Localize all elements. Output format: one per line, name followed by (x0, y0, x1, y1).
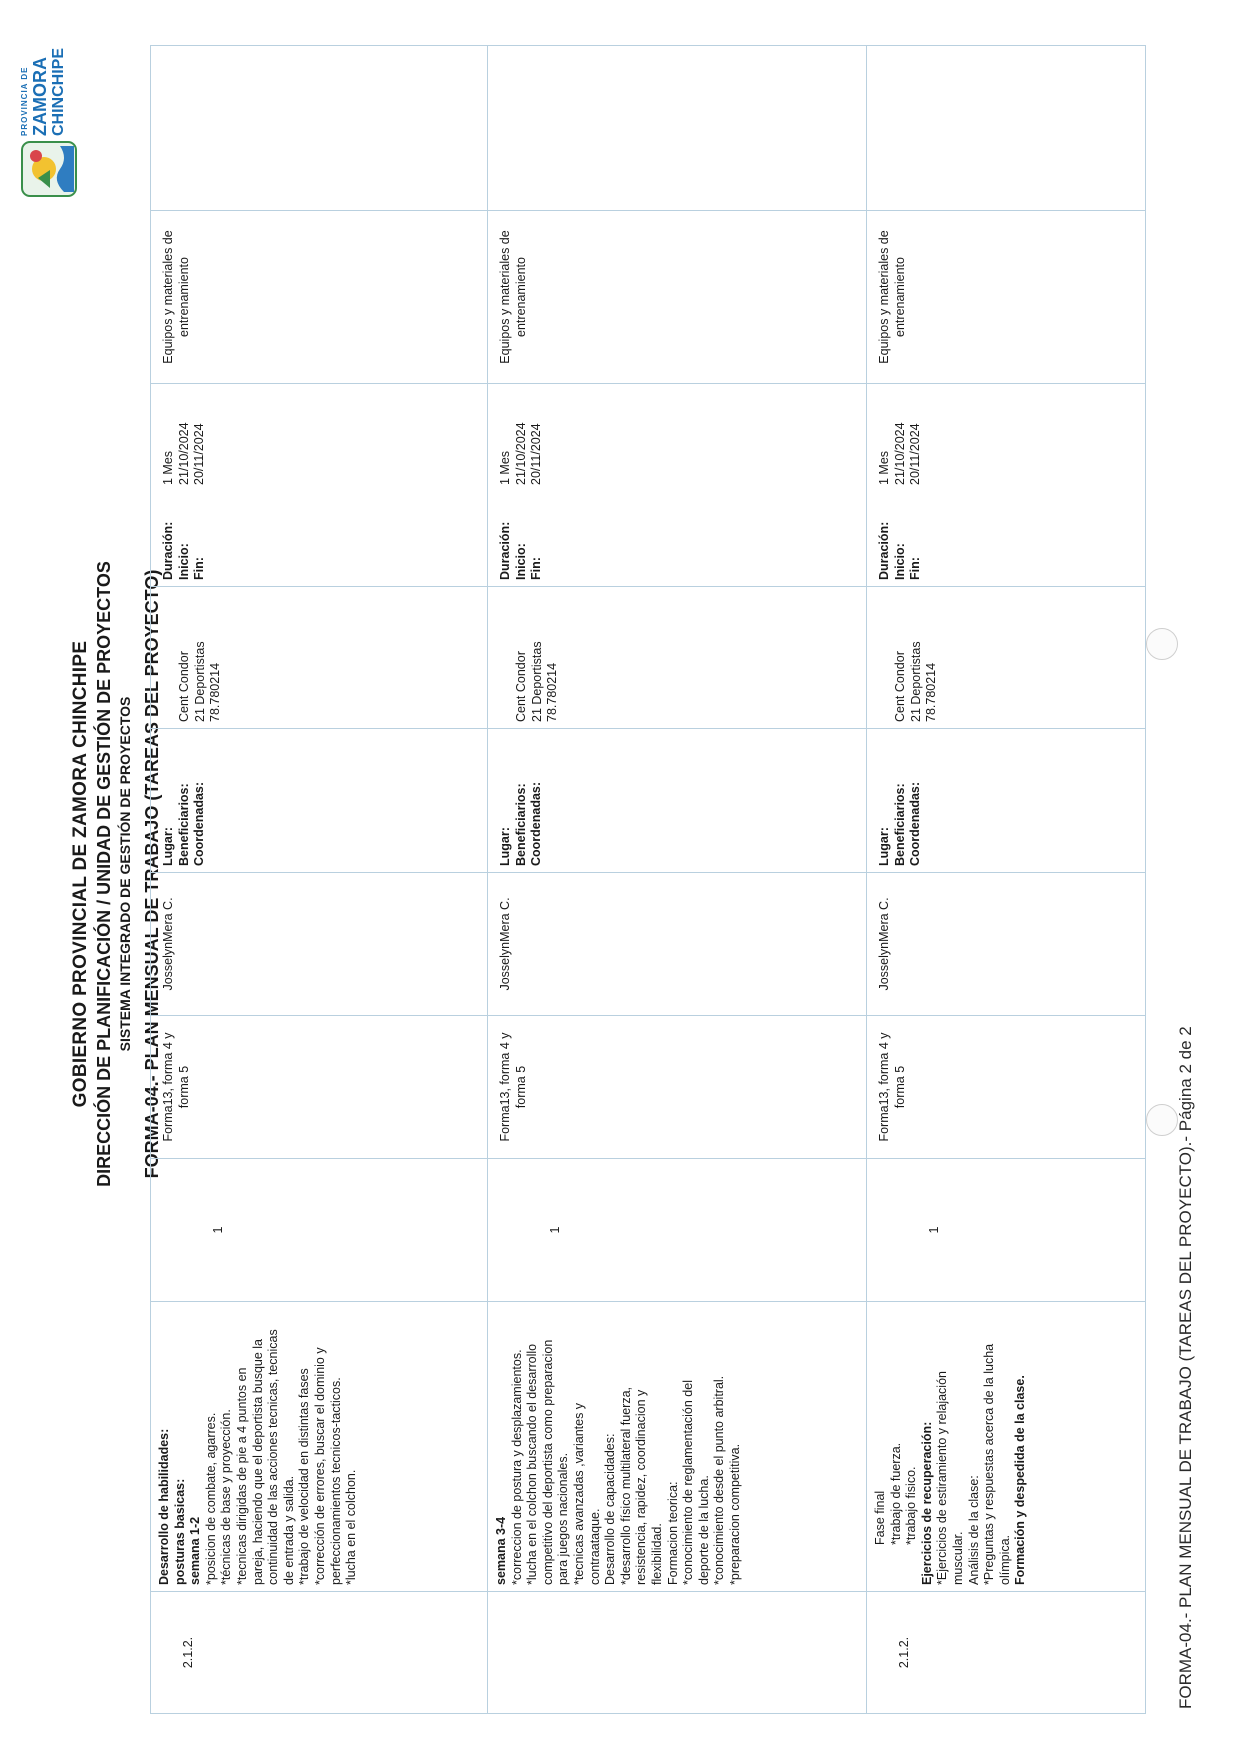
coordinates-number: 78.780214 (208, 662, 223, 722)
fin-label: Fin: (529, 557, 544, 580)
system-title: SISTEMA INTEGRADO DE GESTIÓN DE PROYECTOS (117, 696, 133, 1052)
description-line: *técnicas de base y proyección. (219, 1409, 234, 1585)
resources-cell: Equipos y materiales de entrenamiento (151, 211, 488, 384)
description-line: perfeccionamientos tecnicos-tacticos. (328, 1377, 343, 1585)
logo-text-province: PROVINCIA DE (20, 66, 29, 136)
beneficiarios-label: Beneficiarios: (176, 783, 191, 866)
activity-code: 2.1.2. (151, 1592, 488, 1714)
description-line: *conocimiento desde el punto arbitral. (712, 1375, 727, 1585)
page-footer: FORMA-04.- PLAN MENSUAL DE TRABAJO (TAREAS DEL PROYECTO).- Página 2 de 2 (1176, 1026, 1195, 1709)
lugar-label: Lugar: (161, 827, 175, 866)
description-line: *lucha en el colchon buscando el desarrollo (525, 1343, 540, 1585)
description-line: olímpica. (997, 1534, 1012, 1585)
duracion-label: Duración: (498, 521, 512, 580)
fin-value: 20/11/2024 (192, 423, 207, 485)
location-labels-cell (488, 729, 867, 873)
forms-cell: Forma13, forma 4 y forma 5 (488, 1016, 867, 1159)
fin-value: 20/11/2024 (908, 423, 923, 485)
description-line: deporte de la lucha. (696, 1475, 711, 1585)
description-line: competitivo del deportista como preparacion (540, 1339, 555, 1585)
inicio-label: Inicio: (892, 543, 907, 580)
activity-description (151, 1302, 488, 1592)
description-line: *conocimiento de reglamentación del (681, 1380, 696, 1585)
logo-text-zamora: ZAMORA (30, 57, 50, 136)
form-title: FORMA-04.- PLAN MENSUAL DE TRABAJO (TAREAS DEL PROYECTO) (142, 569, 162, 1179)
description-line: semana 1-2 (188, 1516, 203, 1585)
description-line: Desarrollo de capacidades: (603, 1433, 618, 1585)
description-line: *trabajo de fuerza. (888, 1442, 903, 1545)
description-line: *preparacion competitiva. (727, 1443, 742, 1585)
inicio-label: Inicio: (513, 543, 528, 580)
coordenadas-value: 21 Deportistas (908, 641, 923, 722)
description-line: para juegos nacionales. (556, 1452, 571, 1585)
coordinates-number: 78.780214 (545, 662, 560, 722)
quantity-cell: 1 (151, 1159, 488, 1302)
description-line: continuidad de las acciones tecnicas, tecnicas (266, 1329, 281, 1585)
table-row (488, 46, 867, 1714)
quantity-cell: 1 (488, 1159, 867, 1302)
description-line: resistencia, rapidez, coordinacion y (634, 1389, 649, 1585)
table-row (151, 46, 488, 1714)
zamora-chinchipe-logo (16, 48, 86, 198)
beneficiarios-value: Cent Condor (893, 651, 907, 722)
lugar-label: Lugar: (498, 827, 512, 866)
location-labels-cell (867, 729, 1146, 873)
monthly-plan-table (150, 45, 1146, 1714)
beneficiarios-value: Cent Condor (177, 651, 191, 722)
description-line: Desarrollo de habilidades: (157, 1428, 171, 1585)
description-line: semana 3-4 (494, 1516, 508, 1585)
activity-description (867, 1302, 1146, 1592)
table-row (867, 46, 1146, 1714)
activity-code: 2.1.2. (867, 1592, 1146, 1714)
location-values-cell (488, 587, 867, 729)
notes-cell (867, 46, 1146, 211)
logo-emblem-icon (20, 140, 78, 198)
duracion-label: Duración: (161, 521, 175, 580)
government-title: GOBIERNO PROVINCIAL DE ZAMORA CHINCHIPE (70, 640, 91, 1108)
description-line: *correccion de postura y desplazamientos. (509, 1349, 524, 1585)
description-line: *tecnicas dirigidas de pie a 4 puntos en (234, 1367, 249, 1585)
department-title: DIRECCIÓN DE PLANIFICACIÓN / UNIDAD DE GESTIÓN DE PROYECTOS (94, 561, 114, 1187)
description-line: *posicion de combate, agarres. (203, 1412, 218, 1585)
description-line: de entrada y salida. (281, 1475, 296, 1585)
fin-value: 20/11/2024 (529, 423, 544, 485)
logo-text-chinchipe: CHINCHIPE (50, 47, 67, 136)
notes-cell (151, 46, 488, 211)
forms-cell: Forma13, forma 4 y forma 5 (867, 1016, 1146, 1159)
fin-label: Fin: (908, 557, 923, 580)
description-line: Formacion teorica: (665, 1481, 680, 1585)
notes-cell (488, 46, 867, 211)
activity-code (488, 1592, 867, 1714)
lugar-label: Lugar: (877, 827, 891, 866)
resources-cell: Equipos y materiales de entrenamiento (867, 211, 1146, 384)
beneficiarios-value: Cent Condor (514, 651, 528, 722)
coordenadas-label: Coordenadas: (908, 781, 923, 866)
schedule-cell (488, 384, 867, 587)
coordenadas-value: 21 Deportistas (529, 641, 544, 722)
duracion-value: 1 Mes (161, 450, 175, 485)
description-line: *Preguntas y respuestas acerca de la lucha (982, 1343, 997, 1585)
forms-cell: Forma13, forma 4 y forma 5 (151, 1016, 488, 1159)
description-line: *lucha en el colchon. (344, 1469, 359, 1585)
coordenadas-label: Coordenadas: (529, 781, 544, 866)
activity-description (488, 1302, 867, 1592)
description-line: contraataque. (587, 1508, 602, 1585)
description-line: *corrección de errores, buscar el dominio y (312, 1347, 327, 1585)
description-line: Formación y despedida de la clase. (1013, 1375, 1028, 1585)
inicio-value: 21/10/2024 (892, 422, 907, 485)
description-line: Fase final (873, 1490, 887, 1545)
location-values-cell (867, 587, 1146, 729)
responsible-cell: JosselynMera C. (867, 873, 1146, 1016)
resources-cell: Equipos y materiales de entrenamiento (488, 211, 867, 384)
description-line: *trabajo de velocidad en distintas fases (297, 1368, 312, 1585)
schedule-cell (867, 384, 1146, 587)
description-line: *trabajo fisico. (904, 1466, 919, 1545)
quantity-cell: 1 (867, 1159, 1146, 1302)
fin-label: Fin: (192, 557, 207, 580)
inicio-value: 21/10/2024 (176, 422, 191, 485)
inicio-value: 21/10/2024 (513, 422, 528, 485)
schedule-cell (151, 384, 488, 587)
duracion-label: Duración: (877, 521, 891, 580)
responsible-cell: JosselynMera C. (488, 873, 867, 1016)
coordenadas-label: Coordenadas: (192, 781, 207, 866)
coordenadas-value: 21 Deportistas (192, 641, 207, 722)
beneficiarios-label: Beneficiarios: (892, 783, 907, 866)
description-line: *tecnicas avanzadas ,variantes y (571, 1402, 586, 1585)
description-line: *Ejercicios de estiramiento y relajación (935, 1371, 950, 1585)
duracion-value: 1 Mes (498, 450, 512, 485)
description-line: Ejercicios de recuperación: (919, 1421, 934, 1585)
description-line: muscular. (950, 1531, 965, 1585)
description-line: posturas basicas: (172, 1478, 187, 1585)
location-values-cell (151, 587, 488, 729)
inicio-label: Inicio: (176, 543, 191, 580)
location-labels-cell (151, 729, 488, 873)
description-line: *desarrollo físico multilateral fuerza, (618, 1387, 633, 1585)
description-line: Análisis de la clase: (966, 1475, 981, 1585)
description-line: flexibilidad. (649, 1523, 664, 1585)
coordinates-number: 78.780214 (924, 662, 939, 722)
description-line: pareja, haciendo que el deportista busque la (250, 1338, 265, 1585)
header-titles (14, 34, 133, 1714)
responsible-cell: JosselynMera C. (151, 873, 488, 1016)
duracion-value: 1 Mes (877, 450, 891, 485)
beneficiarios-label: Beneficiarios: (513, 783, 528, 866)
